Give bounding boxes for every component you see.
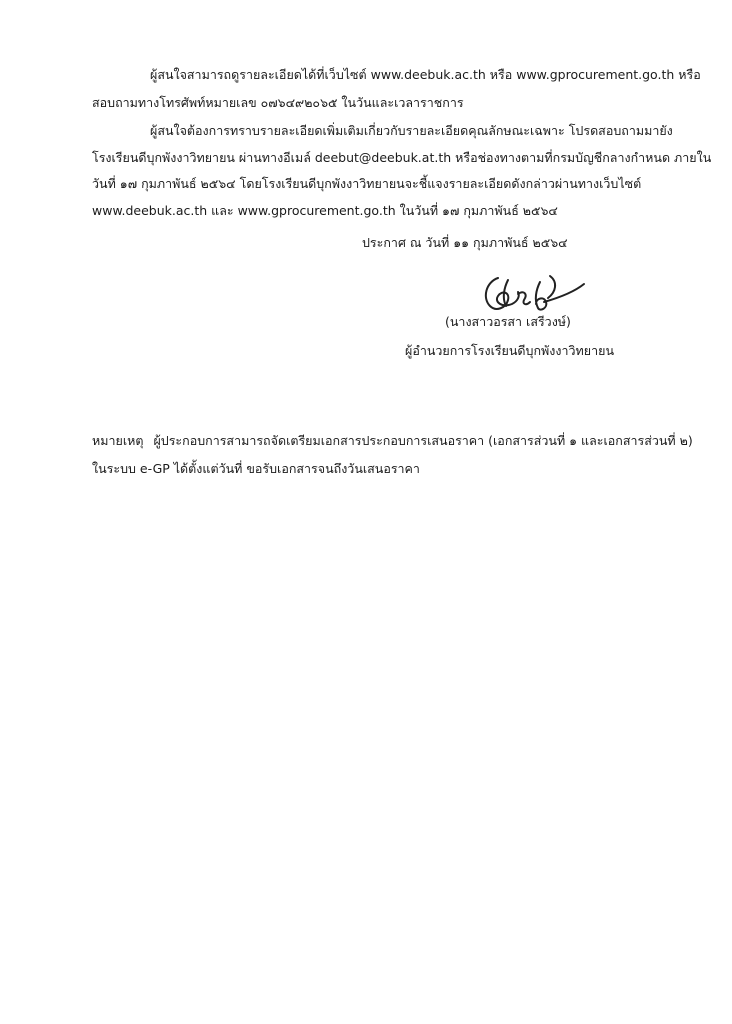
note-line2: ในระบบ e-GP ได้ตั้งแต่วันที่ ขอรับเอกสารจนถึงวันเสนอราคา <box>92 461 420 476</box>
paragraph1-line2: สอบถามทางโทรศัพท์หมายเลข ๐๗๖๔๙๒๐๖๕ ในวันและเวลาราชการ <box>92 95 464 110</box>
paragraph2-line2: โรงเรียนดีบุกพังงาวิทยายน ผ่านทางอีเมล์ deebut@deebuk.at.th หรือช่องทางตามที่กรมบัญชีกลางกำหนด ภายใน <box>92 150 712 165</box>
paragraph1-line1: ผู้สนใจสามารถดูรายละเอียดได้ที่เว็บไซต์ www.deebuk.ac.th หรือ www.gprocurement.go.th หรือ <box>150 67 701 82</box>
handwritten-signature <box>478 268 588 316</box>
paragraph2-line1: ผู้สนใจต้องการทราบรายละเอียดเพิ่มเติมเกี่ยวกับรายละเอียดคุณลักษณะเฉพาะ โปรดสอบถามมายัง <box>150 123 673 138</box>
note-line1 <box>92 433 693 449</box>
note-label: หมายเหตุ <box>92 433 144 448</box>
note-text-line1: ผู้ประกอบการสามารถจัดเตรียมเอกสารประกอบการเสนอราคา (เอกสารส่วนที่ ๑ และเอกสารส่วนที่ ๒) <box>153 433 693 448</box>
signatory-name: (นางสาวอรสา เสรีวงษ์) <box>445 314 571 329</box>
announcement-date: ประกาศ ณ วันที่ ๑๑ กุมภาพันธ์ ๒๕๖๔ <box>362 235 568 250</box>
paragraph2-line3: วันที่ ๑๗ กุมภาพันธ์ ๒๕๖๔ โดยโรงเรียนดีบุกพังงาวิทยายนจะชี้แจงรายละเอียดดังกล่าวผ่านทางเว็บไซต์ <box>92 176 642 191</box>
signatory-title: ผู้อำนวยการโรงเรียนดีบุกพังงาวิทยายน <box>405 343 614 358</box>
paragraph2-line4: www.deebuk.ac.th และ www.gprocurement.go.th ในวันที่ ๑๗ กุมภาพันธ์ ๒๕๖๔ <box>92 203 558 218</box>
